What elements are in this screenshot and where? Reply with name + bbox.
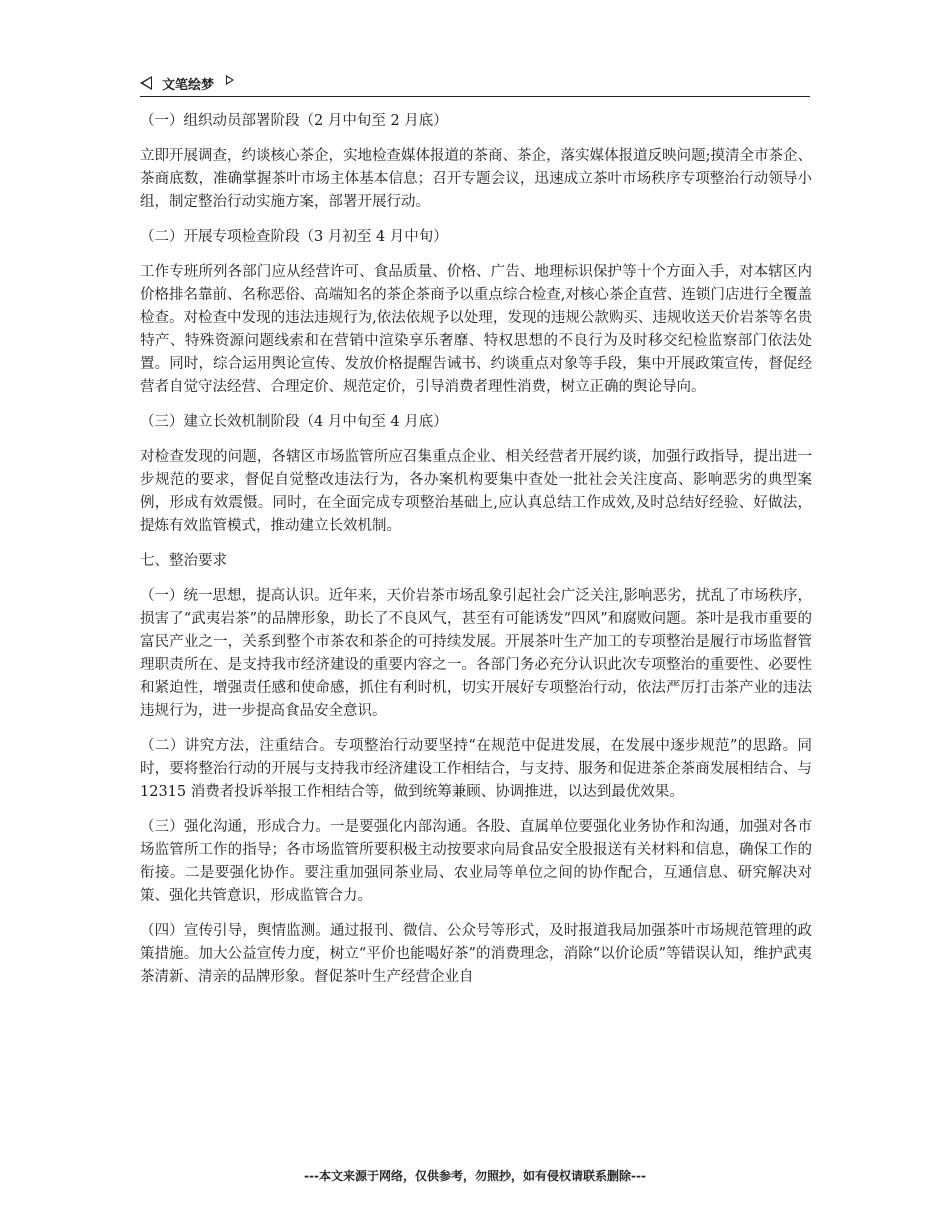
paragraph: 对检查发现的问题，各辖区市场监管所应召集重点企业、相关经营者开展约谈，加强行政指导，提出进一步规范的要求，督促自觉整改违法行为，各办案机构要集中查处一批社会关注度高、影响恶劣的典型案例，形成有效震慑。同时，在全面完成专项整治基础上,应认真总结工作成效,及时总结好经验、好做法，提炼有效监管模式，推动建立长效机制。: [140, 449, 812, 534]
page-footer: ---本文来源于网络，仅供参考，勿照抄，如有侵权请联系删除---: [304, 1169, 646, 1183]
document-body: [140, 110, 812, 1001]
paragraph: 工作专班所列各部门应从经营许可、食品质量、价格、广告、地理标识保护等十个方面入手，对本辖区内价格排名靠前、名称恶俗、高端知名的茶企茶商予以重点综合检查,对核心茶企直营、连锁门店进行全覆盖检查。对检查中发现的违法违规行为,依法依规予以处理，发现的违规公款购买、违规收送天价岩茶等名贵特产、特殊资源问题线索和在营销中渲染享乐奢靡、特权思想的不良行为及时移交纪检监察部门依法处置。同时，综合运用舆论宣传、发放价格提醒告诫书、约谈重点对象等手段，集中开展政策宣传，督促经营者自觉守法经营、合理定价、规范定价，引导消费者理性消费，树立正确的舆论导向。: [140, 264, 812, 395]
left-triangle-icon: [140, 76, 152, 90]
chapter-heading: 七、整治要求: [140, 553, 227, 569]
page-header: [140, 70, 810, 97]
section-heading: （一）组织动员部署阶段（2 月中旬至 2 月底）: [140, 113, 448, 129]
paragraph: （一）统一思想，提高认识。近年来，天价岩茶市场乱象引起社会广泛关注,影响恶劣，扰乱了市场秩序，损害了“武夷岩茶”的品牌形象，助长了不良风气，甚至有可能诱发“四风”和腐败问题。茶叶是我市重要的富民产业之一，关系到整个市茶农和茶企的可持续发展。开展茶叶生产加工的专项整治是履行市场监督管理职责所在、是支持我市经济建设的重要内容之一。各部门务必充分认识此次专项整治的重要性、必要性和紧迫性，增强责任感和使命感，抓住有利时机，切实开展好专项整治行动，依法严厉打击茶产业的违法违规行为，进一步提高食品安全意识。: [140, 588, 812, 719]
paragraph: （二）讲究方法，注重结合。专项整治行动要坚持“在规范中促进发展，在发展中逐步规范”的思路。同时，要将整治行动的开展与支持我市经济建设工作相结合，与支持、服务和促进茶企茶商发展相结合、与 12315 消费者投诉举报工作相结合等，做到统筹兼顾、协调推进，以达到最优效果。: [140, 738, 812, 800]
paragraph: （三）强化沟通，形成合力。一是要强化内部沟通。各股、直属单位要强化业务协作和沟通，加强对各市场监管所工作的指导；各市场监管所要积极主动按要求向局食品安全股报送有关材料和信息，确保工作的衔接。二是要强化协作。要注重加强同茶业局、农业局等单位之间的协作配合，互通信息、研究解决对策、强化共管意识，形成监管合力。: [140, 819, 812, 904]
paragraph: 立即开展调查，约谈核心茶企，实地检查媒体报道的茶商、茶企，落实媒体报道反映问题;摸清全市茶企、茶商底数，准确掌握茶叶市场主体基本信息；召开专题会议，迅速成立茶叶市场秩序专项整治行动领导小组，制定整治行动实施方案，部署开展行动。: [140, 148, 812, 210]
section-heading: （二）开展专项检查阶段（3 月初至 4 月中旬）: [140, 229, 448, 245]
paragraph: （四）宣传引导，舆情监测。通过报刊、微信、公众号等形式，及时报道我局加强茶叶市场规范管理的政策措施。加大公益宣传力度，树立“平价也能喝好茶”的消费理念，消除“以价论质”等错误认知，维护武夷茶清新、清亲的品牌形象。督促茶叶生产经营企业自: [140, 923, 812, 985]
section-heading: （三）建立长效机制阶段（4 月中旬至 4 月底）: [140, 414, 448, 430]
right-triangle-icon: [226, 75, 234, 85]
header-brand: 文笔绘梦: [162, 77, 215, 93]
